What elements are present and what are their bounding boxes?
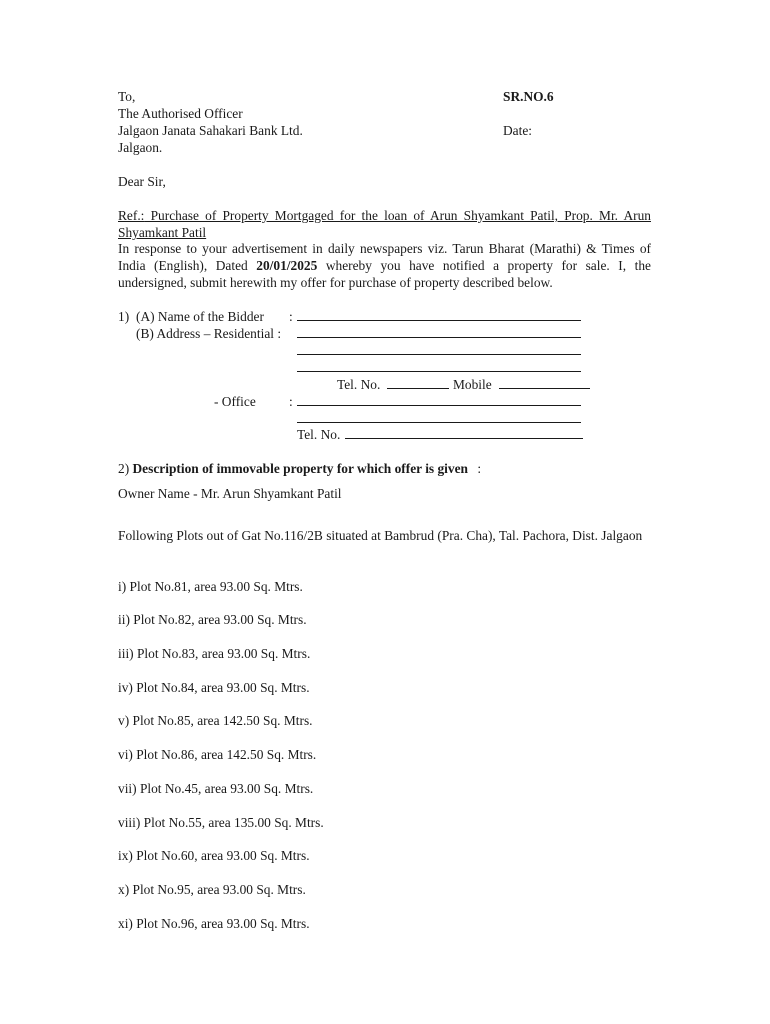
bidder-name-colon: : <box>289 309 293 324</box>
residential-mobile-field[interactable] <box>499 388 590 389</box>
reference-line <box>118 207 651 241</box>
office-colon: : <box>289 394 293 409</box>
residential-address-label: (B) Address – Residential : <box>136 326 282 341</box>
section2-colon: : <box>477 461 482 476</box>
plot-item: iv) Plot No.84, area 93.00 Sq. Mtrs. <box>118 680 310 695</box>
advertisement-date: 20/01/2025 <box>256 258 318 273</box>
addressee-line: The Authorised Officer <box>118 106 243 121</box>
plot-item: v) Plot No.85, area 142.50 Sq. Mtrs. <box>118 713 313 728</box>
residential-address-field-1[interactable] <box>297 337 581 338</box>
reference-text: Purchase of Property Mortgaged for the loan of Arun Shyamkant Patil, Prop. Mr. Arun Shyamkant Patil <box>118 208 651 240</box>
serial-number: SR.NO.6 <box>503 89 554 104</box>
residential-address-field-3[interactable] <box>297 371 581 372</box>
office-tel-label: Tel. No. <box>297 427 341 442</box>
plot-item: x) Plot No.95, area 93.00 Sq. Mtrs. <box>118 882 306 897</box>
residential-tel-field[interactable] <box>387 388 449 389</box>
addressee-line: To, <box>118 89 136 104</box>
owner-name: Owner Name - Mr. Arun Shyamkant Patil <box>118 486 342 501</box>
addressee-line: Jalgaon Janata Sahakari Bank Ltd. <box>118 123 303 138</box>
office-tel-field[interactable] <box>345 438 583 439</box>
plot-item: xi) Plot No.96, area 93.00 Sq. Mtrs. <box>118 916 310 931</box>
plot-item: i) Plot No.81, area 93.00 Sq. Mtrs. <box>118 579 303 594</box>
section2-number: 2) <box>118 461 130 476</box>
date-label: Date: <box>503 123 532 138</box>
reference-label: Ref.: <box>118 208 145 223</box>
office-address-field-2[interactable] <box>297 422 581 423</box>
plot-item: viii) Plot No.55, area 135.00 Sq. Mtrs. <box>118 815 324 830</box>
plot-item: ii) Plot No.82, area 93.00 Sq. Mtrs. <box>118 612 307 627</box>
body-paragraph <box>118 240 651 291</box>
plot-item: iii) Plot No.83, area 93.00 Sq. Mtrs. <box>118 646 311 661</box>
plot-item: ix) Plot No.60, area 93.00 Sq. Mtrs. <box>118 848 310 863</box>
office-address-field-1[interactable] <box>297 405 581 406</box>
addressee-line: Jalgaon. <box>118 140 163 155</box>
body-text-part1: In response to your advertisement in daily newspapers viz. Tarun Bharat (Marathi) & Times of India (English), Dated <box>118 241 651 273</box>
addressee-block <box>118 88 303 156</box>
plots-intro: Following Plots out of Gat No.116/2B situated at Bambrud (Pra. Cha), Tal. Pachora, Dist. Jalgaon <box>118 528 643 543</box>
bidder-name-field[interactable] <box>297 320 581 321</box>
salutation: Dear Sir, <box>118 174 166 189</box>
section2-heading <box>118 460 481 477</box>
plot-item: vi) Plot No.86, area 142.50 Sq. Mtrs. <box>118 747 317 762</box>
section2-title: Description of immovable property for which offer is given <box>132 461 468 476</box>
residential-mobile-label: Mobile <box>453 377 492 392</box>
office-label: - Office <box>214 394 256 409</box>
item1-number: 1) <box>118 309 130 324</box>
body-text-part2: whereby you have notified a property for sale. I, the undersigned, submit herewith my offer for purchase of property described below. <box>118 258 651 290</box>
residential-address-field-2[interactable] <box>297 354 581 355</box>
residential-tel-label: Tel. No. <box>337 377 381 392</box>
bidder-name-label: (A) Name of the Bidder <box>136 309 264 324</box>
plot-item: vii) Plot No.45, area 93.00 Sq. Mtrs. <box>118 781 314 796</box>
